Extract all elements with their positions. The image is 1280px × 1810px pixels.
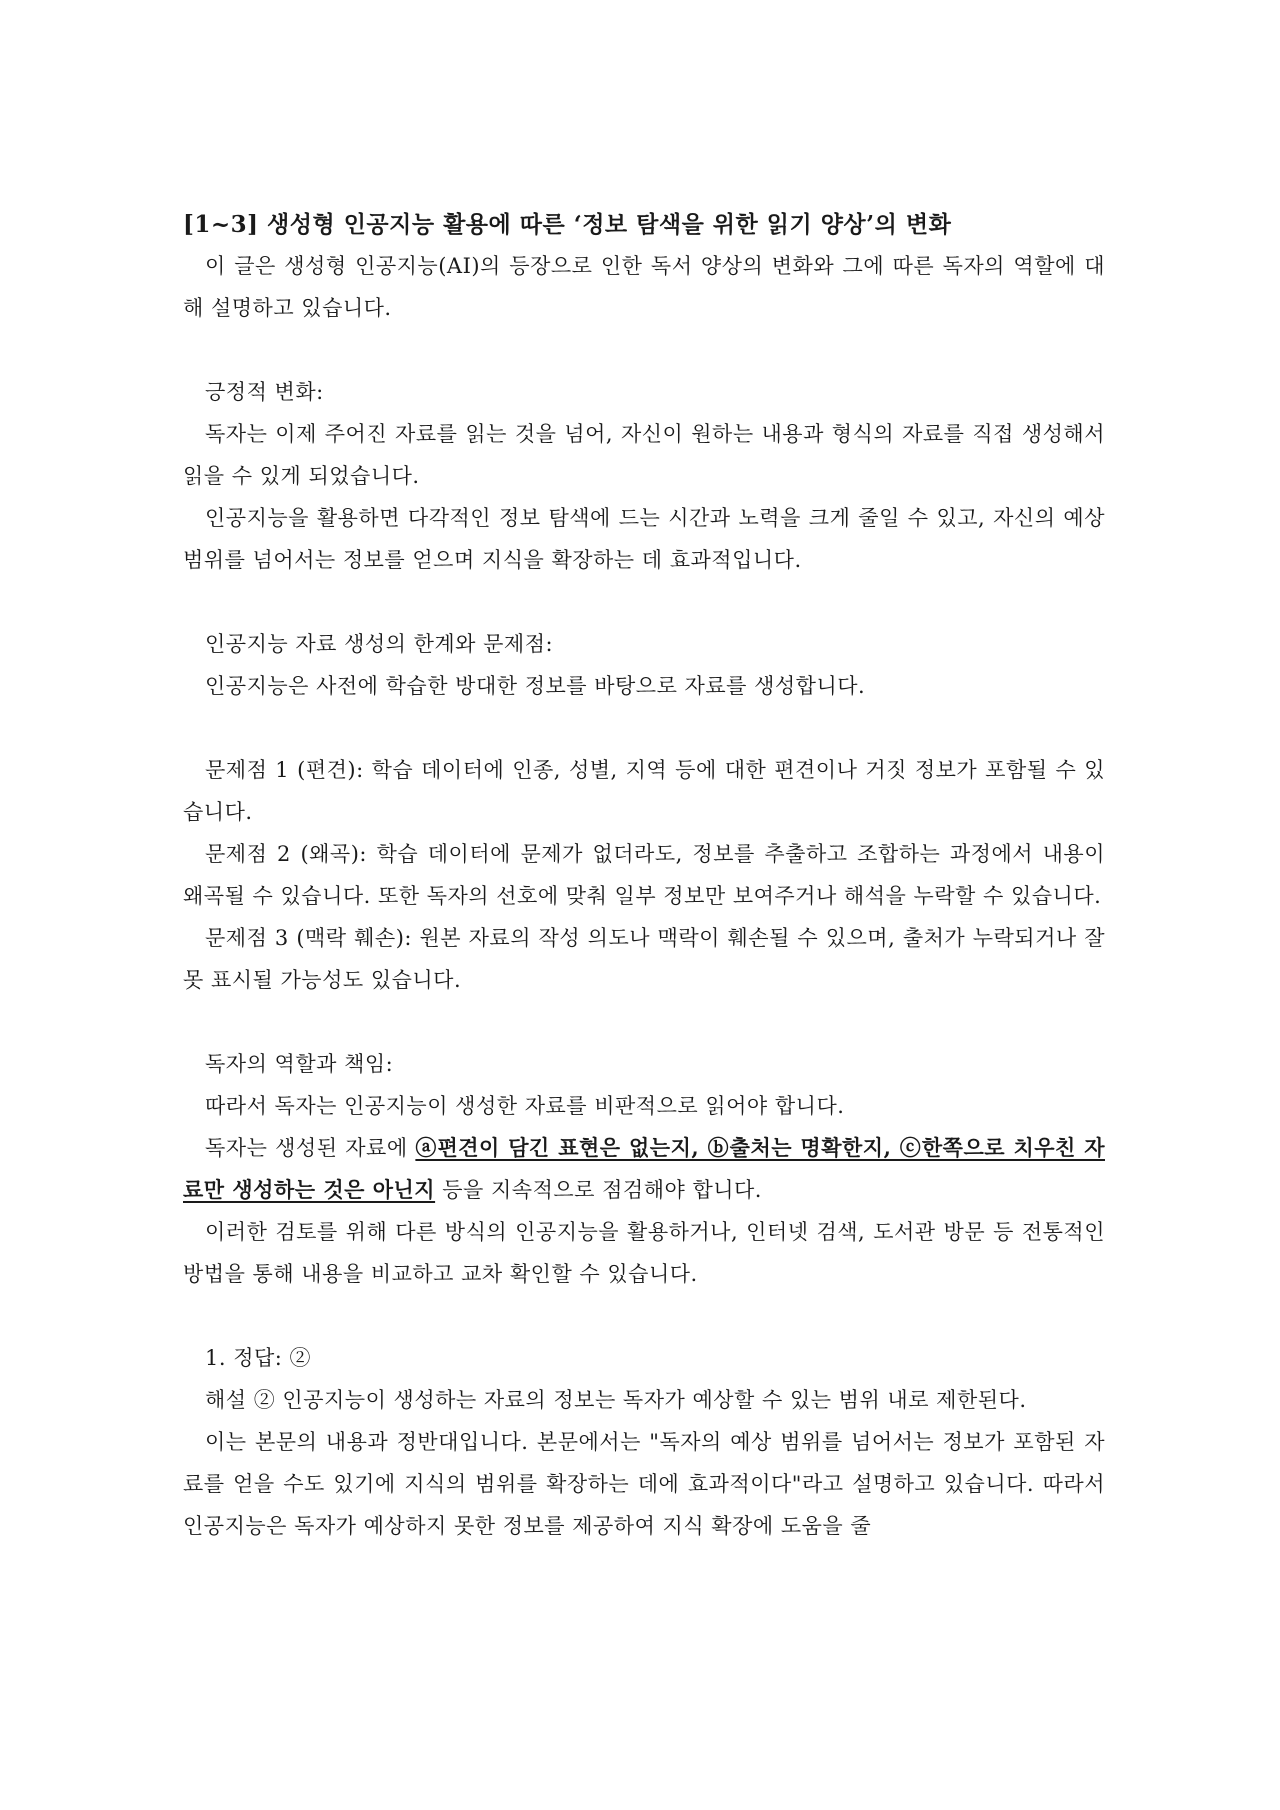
- answer-detail: 이는 본문의 내용과 정반대입니다. 본문에서는 "독자의 예상 범위를 넘어서는 정보가 포함된 자료를 얻을 수도 있기에 지식의 범위를 확장하는 데에 효과적이다"라고 설명하고 있습니다. 따라서 인공지능은 독자가 예상하지 못한 정보를 제공하여 지식 확장에 도움을 줄: [183, 1430, 1105, 1538]
- problem-1-paragraph: 문제점 1 (편견): 학습 데이터에 인종, 성별, 지역 등에 대한 편견이나 거짓 정보가 포함될 수 있습니다.: [183, 758, 1105, 824]
- role-heading: 독자의 역할과 책임:: [205, 1052, 394, 1076]
- positive-paragraph-2: 인공지능을 활용하면 다각적인 정보 탐색에 드는 시간과 노력을 크게 줄일 수 있고, 자신의 예상 범위를 넘어서는 정보를 얻으며 지식을 확장하는 데 효과적입니다.: [183, 506, 1105, 572]
- spacer: [183, 329, 1105, 371]
- spacer: [183, 1001, 1105, 1043]
- document-page: [183, 205, 1105, 1547]
- spacer: [183, 581, 1105, 623]
- problem-2-paragraph: 문제점 2 (왜곡): 학습 데이터에 문제가 없더라도, 정보를 추출하고 조합하는 과정에서 내용이 왜곡될 수 있습니다. 또한 독자의 선호에 맞춰 일부 정보만 보여주거나 해석을 누락할 수 있습니다.: [183, 842, 1105, 908]
- spacer: [183, 1295, 1105, 1337]
- role-p2-after: 등을 지속적으로 점검해야 합니다.: [435, 1178, 762, 1202]
- limits-heading: 인공지능 자료 생성의 한계와 문제점:: [205, 632, 554, 656]
- spacer: [183, 707, 1105, 749]
- role-p2-before: 독자는 생성된 자료에: [205, 1136, 416, 1160]
- role-paragraph-1: 따라서 독자는 인공지능이 생성한 자료를 비판적으로 읽어야 합니다.: [205, 1094, 845, 1118]
- limits-paragraph-1: 인공지능은 사전에 학습한 방대한 정보를 바탕으로 자료를 생성합니다.: [205, 674, 866, 698]
- answer-explanation: 해설 ② 인공지능이 생성하는 자료의 정보는 독자가 예상할 수 있는 범위 내로 제한된다.: [205, 1388, 1027, 1412]
- problem-3-paragraph: 문제점 3 (맥락 훼손): 원본 자료의 작성 의도나 맥락이 훼손될 수 있으며, 출처가 누락되거나 잘못 표시될 가능성도 있습니다.: [183, 926, 1105, 992]
- role-paragraph-2: [183, 1127, 1105, 1211]
- document-title: [1~3] 생성형 인공지능 활용에 따른 ‘정보 탐색을 위한 읽기 양상’의 변화: [183, 211, 952, 238]
- underlined-checklist: ⓐ편견이 담긴 표현은 없는지, ⓑ출처는 명확한지, ⓒ한쪽으로 치우친 자료만 생성하는 것은 아닌지: [183, 1135, 1105, 1202]
- positive-heading: 긍정적 변화:: [205, 380, 324, 404]
- role-paragraph-3: 이러한 검토를 위해 다른 방식의 인공지능을 활용하거나, 인터넷 검색, 도서관 방문 등 전통적인 방법을 통해 내용을 비교하고 교차 확인할 수 있습니다.: [183, 1220, 1105, 1286]
- answer-label: 1. 정답: ②: [205, 1346, 312, 1370]
- positive-paragraph-1: 독자는 이제 주어진 자료를 읽는 것을 넘어, 자신이 원하는 내용과 형식의 자료를 직접 생성해서 읽을 수 있게 되었습니다.: [183, 422, 1105, 488]
- intro-paragraph: 이 글은 생성형 인공지능(AI)의 등장으로 인한 독서 양상의 변화와 그에 따른 독자의 역할에 대해 설명하고 있습니다.: [183, 254, 1105, 320]
